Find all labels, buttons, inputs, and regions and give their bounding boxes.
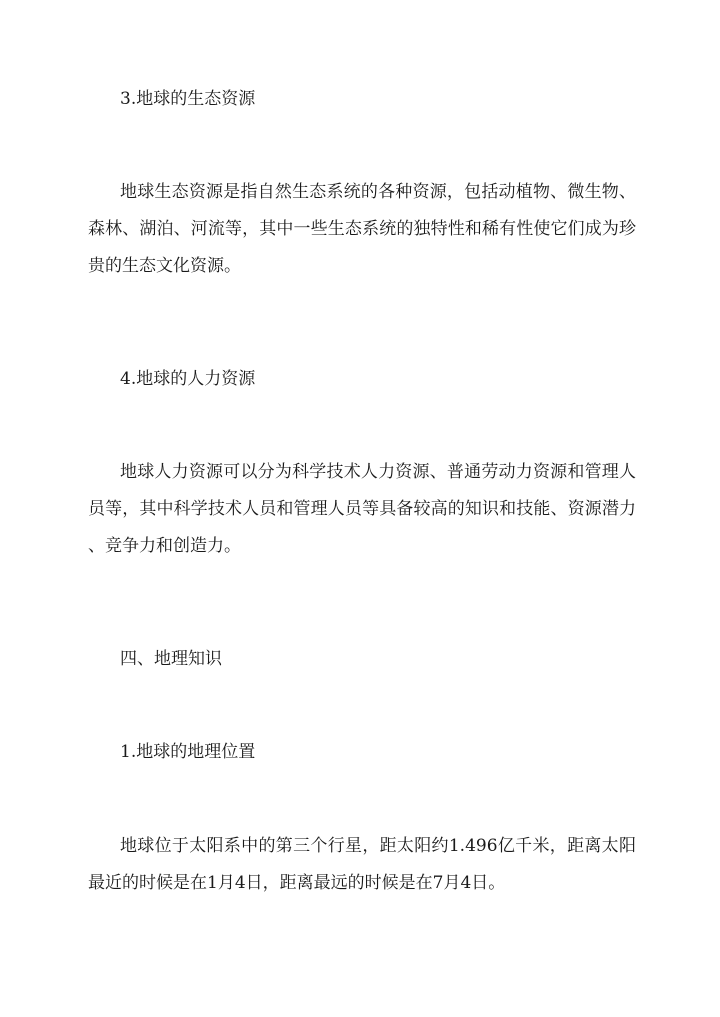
paragraph-line: 贵的生态文化资源。 xyxy=(88,256,241,276)
section-heading-geographic-location: 1.地球的地理位置 xyxy=(120,742,256,762)
paragraph-line: 地球位于太阳系中的第三个行星，距太阳约1.496亿千米，距离太阳 xyxy=(120,836,636,856)
chapter-heading-geography-knowledge: 四、地理知识 xyxy=(120,649,222,669)
paragraph-ecological-resources xyxy=(88,180,636,291)
paragraph-line: 最近的时候是在1月4日，距离最远的时候是在7月4日。 xyxy=(88,873,506,893)
paragraph-human-resources xyxy=(88,460,636,571)
paragraph-line: 地球生态资源是指自然生态系统的各种资源，包括动植物、微生物、 xyxy=(120,182,636,202)
paragraph-geographic-location xyxy=(88,834,636,908)
section-heading-ecological-resources: 3.地球的生态资源 xyxy=(120,89,256,109)
paragraph-line: 、竞争力和创造力。 xyxy=(88,536,241,556)
paragraph-line: 员等，其中科学技术人员和管理人员等具备较高的知识和技能、资源潜力 xyxy=(88,499,636,519)
section-heading-human-resources: 4.地球的人力资源 xyxy=(120,369,256,389)
paragraph-line: 地球人力资源可以分为科学技术人力资源、普通劳动力资源和管理人 xyxy=(120,462,636,482)
paragraph-line: 森林、湖泊、河流等，其中一些生态系统的独特性和稀有性使它们成为珍 xyxy=(88,219,636,239)
